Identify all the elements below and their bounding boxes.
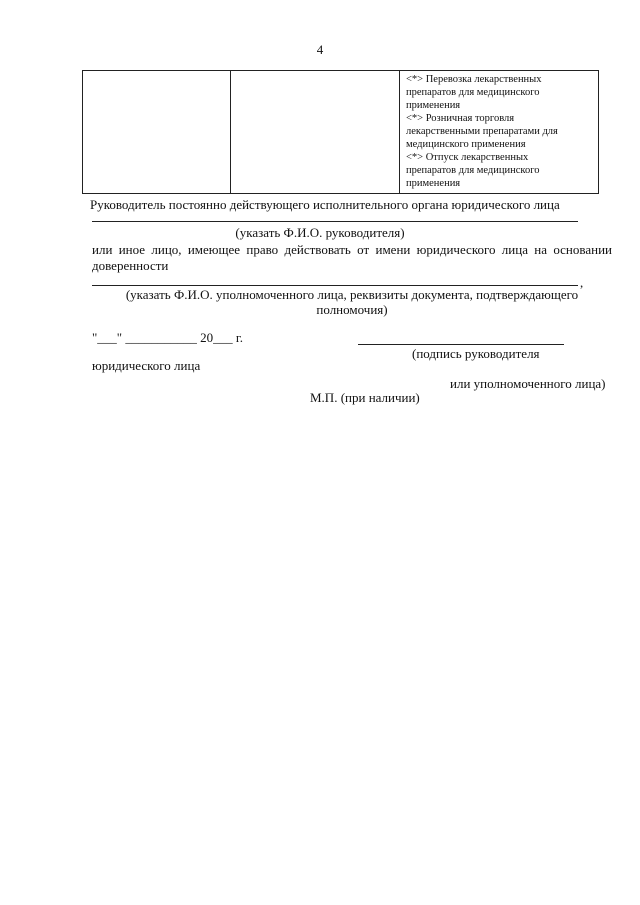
table-cell-empty-1 [83, 71, 231, 194]
activity-list [400, 71, 598, 190]
activity-line: <*> Отпуск лекарственных [406, 152, 529, 163]
head-name-line [92, 221, 578, 222]
activity-line: медицинского применения [406, 139, 526, 150]
head-label: Руководитель постоянно действующего исполнительного органа юридического лица [90, 197, 560, 212]
signature-hint-2: юридического лица [92, 358, 201, 373]
activity-line: <*> Перевозка лекарственных [406, 74, 542, 85]
authorized-hint-2: полномочия) [316, 302, 388, 317]
table-row [83, 71, 599, 194]
table-cell-empty-2 [231, 71, 400, 194]
head-name-hint: (указать Ф.И.О. руководителя) [235, 225, 405, 240]
activity-line: препаратов для медицинского [406, 165, 540, 176]
activity-line: препаратов для медицинского [406, 87, 540, 98]
table-cell-activities [400, 71, 599, 194]
signature-hint-3: или уполномоченного лица) [450, 376, 606, 391]
activity-line: применения [406, 178, 461, 189]
stamp-place: М.П. (при наличии) [310, 390, 420, 405]
alt-signatory-text-2: доверенности [92, 258, 169, 273]
activity-line: применения [406, 100, 461, 111]
signature-hint: (подпись руководителя [412, 346, 540, 361]
activity-line: <*> Розничная торговля [406, 113, 515, 124]
signature-line [358, 344, 564, 345]
authorized-name-line [92, 285, 578, 286]
authorized-hint: (указать Ф.И.О. уполномоченного лица, реквизиты документа, подтверждающего [125, 287, 579, 302]
alt-signatory-text: или иное лицо, имеющее право действовать от имени юридического лица на основании [92, 242, 612, 257]
date-field: "___" ___________ 20___ г. [92, 330, 243, 345]
license-activity-table [82, 70, 599, 194]
page-number: 4 [316, 42, 324, 57]
activity-line: лекарственными препаратами для [406, 126, 558, 137]
authorized-line-comma: , [580, 275, 584, 290]
